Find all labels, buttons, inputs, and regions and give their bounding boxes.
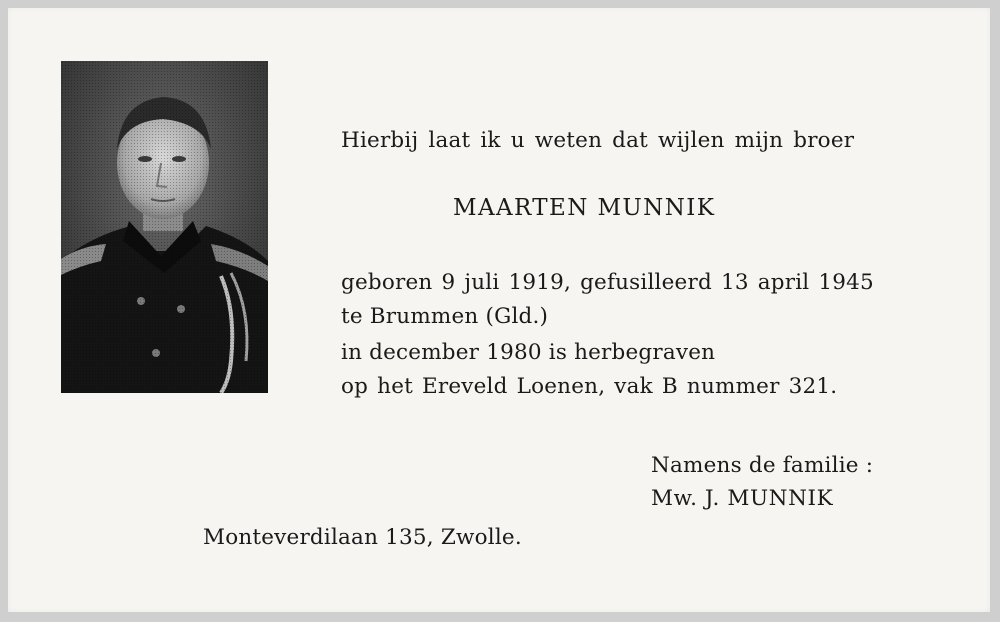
family-name: Mw. J. MUNNIK: [651, 486, 834, 511]
deceased-name: MAARTEN MUNNIK: [453, 195, 716, 221]
portrait-photo: [61, 61, 268, 393]
memorial-card: [8, 8, 990, 612]
address-line: Monteverdilaan 135, Zwolle.: [203, 525, 522, 550]
birthplace-line: te Brummen (Gld.): [341, 304, 549, 329]
intro-text: Hierbij laat ik u weten dat wijlen mijn broer: [341, 128, 855, 153]
reburial-line: in december 1980 is herbegraven: [341, 340, 716, 365]
family-label: Namens de familie :: [651, 453, 874, 478]
birth-death-line: geboren 9 juli 1919, gefusilleerd 13 april 1945: [341, 270, 874, 295]
portrait-image: [61, 61, 268, 393]
cemetery-line: op het Ereveld Loenen, vak B nummer 321.: [341, 374, 838, 399]
